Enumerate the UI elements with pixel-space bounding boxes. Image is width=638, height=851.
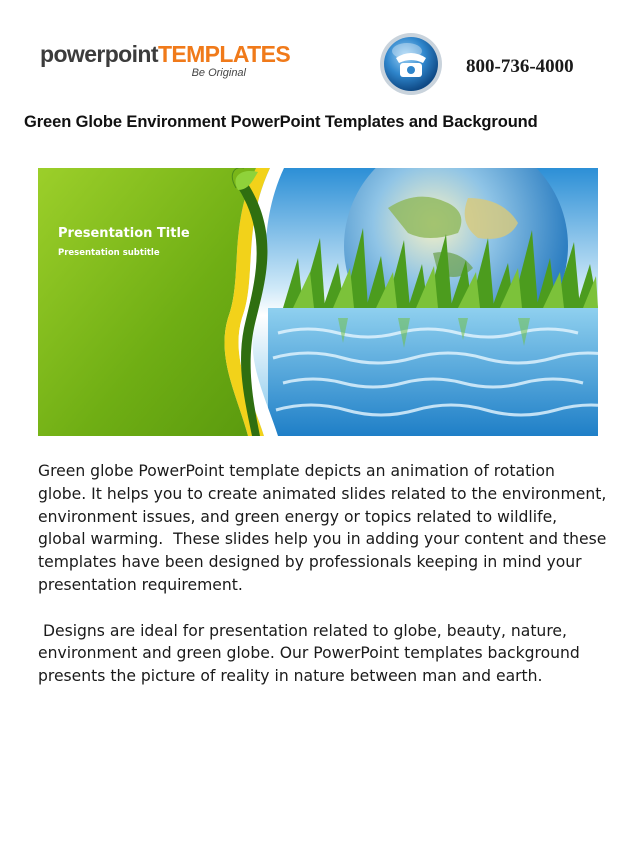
logo-word-powerpoint: powerpoint [40, 41, 158, 67]
logo-wordmark [40, 40, 290, 68]
slide-title-text: Presentation Title [58, 226, 190, 241]
description-paragraph-1: Green globe PowerPoint template depicts an animation of rotation globe. It helps you to create animated slides related to the environment, environment issues, and green energy or topics related to wildlife, global warming. These slides help you in adding your content and these templates have been designed by professionals keeping in mind your presentation requirement. [38, 462, 612, 594]
slide-subtitle-text: Presentation subtitle [58, 248, 160, 258]
logo-word-templates: TEMPLATES [157, 41, 291, 67]
phone-number: 800-736-4000 [466, 56, 574, 77]
description-text [38, 460, 612, 688]
page-title: Green Globe Environment PowerPoint Templates and Background [24, 113, 538, 131]
brand-logo[interactable] [40, 40, 291, 86]
logo-tagline: Be Original [191, 67, 246, 79]
template-preview-image [38, 168, 598, 436]
telephone-icon [378, 31, 444, 97]
description-paragraph-2: Designs are ideal for presentation related to globe, beauty, nature, environment and green globe. Our PowerPoint templates background presents the picture of reality in nature between man and earth. [38, 621, 585, 686]
